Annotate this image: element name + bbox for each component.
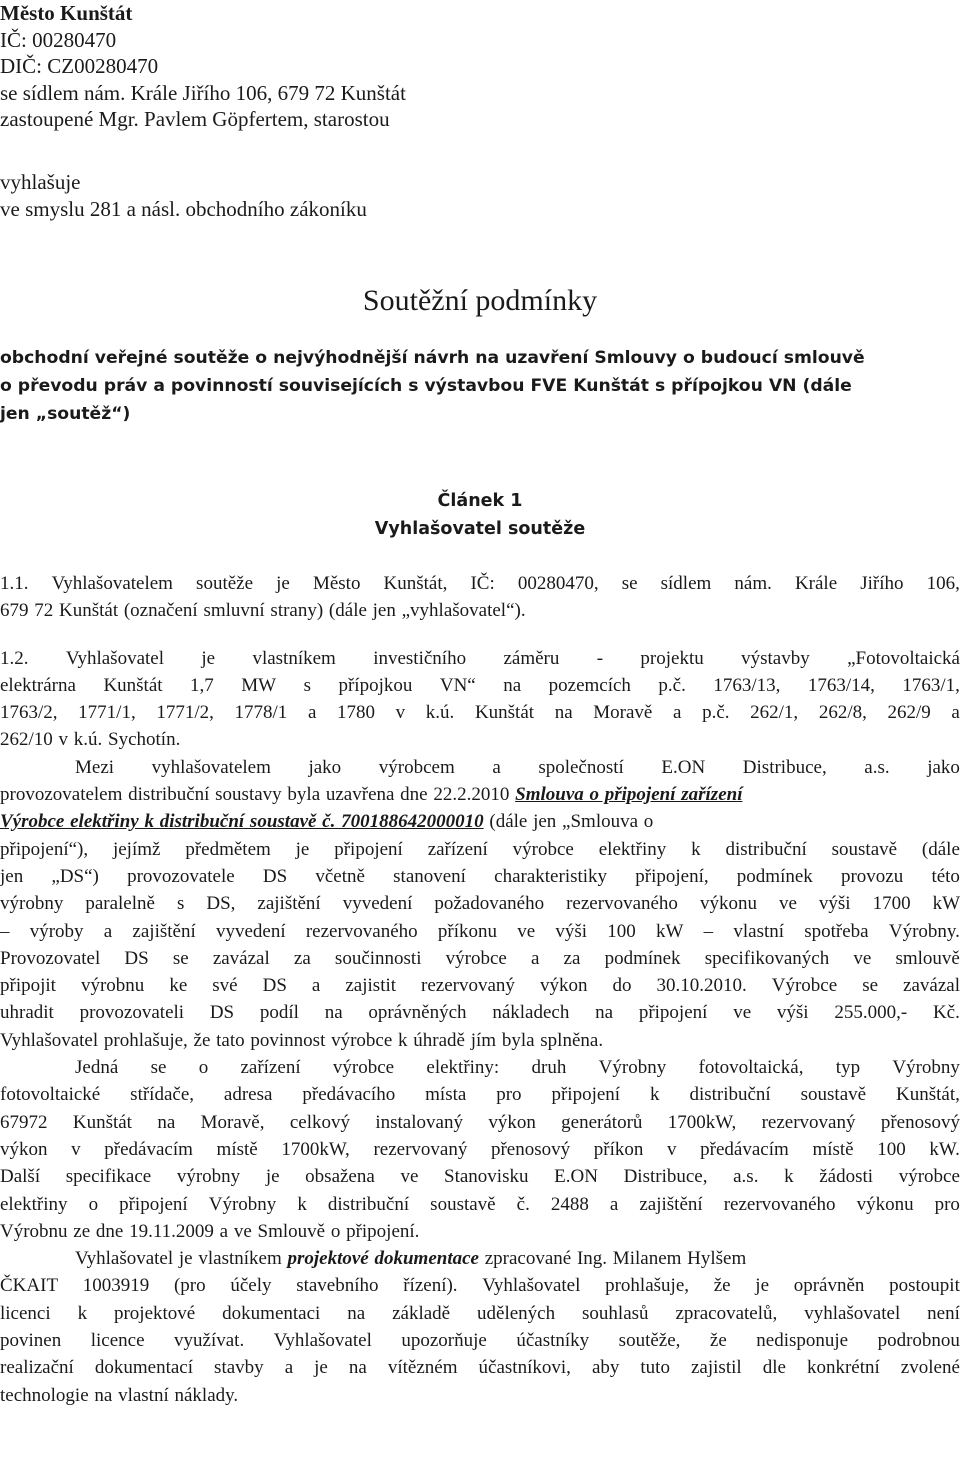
- contract-alias-text: (dále jen „Smlouva o: [483, 811, 654, 833]
- docs-paragraph-line: ČKAIT 1003919 (pro účely stavebního řízení). Vyhlašovatel prohlašuje, že je oprávněn postoupit: [0, 1275, 960, 1297]
- issuer-seat: se sídlem nám. Krále Jiřího 106, 679 72 Kunštát: [0, 80, 406, 105]
- eon-paragraph-line: jen „DS“) provozovatele DS včetně stanovení charakteristiky připojení, podmínek provozu této: [0, 865, 960, 887]
- device-paragraph-line: Jedná se o zařízení výrobce elektřiny: druh Výrobny fotovoltaická, typ Výrobny: [75, 1057, 960, 1079]
- section-1-1-line: 679 72 Kunštát (označení smluvní strany) (dále jen „vyhlašovatel“).: [0, 600, 526, 622]
- article-title: Vyhlašovatel soutěže: [374, 519, 586, 539]
- docs-author-text: zpracované Ing. Milanem Hylšem: [478, 1248, 747, 1270]
- article-heading: [0, 487, 960, 543]
- announcement-block: [0, 169, 367, 222]
- subtitle-line: o převodu práv a povinností souvisejících s výstavbou FVE Kunštát s přípojkou VN (dále: [0, 376, 852, 396]
- contract-date-text: provozovatelem distribuční soustavy byla uzavřena dne 22.2.2010: [0, 784, 516, 806]
- connection-contract-title: Smlouva o připojení zařízení: [515, 784, 743, 806]
- device-paragraph-line: výkon v předávacím místě 1700kW, rezervovaný přenosový příkon v předávacím místě 100 kW.: [0, 1138, 960, 1160]
- eon-paragraph-line: připojit výrobnu ke své DS a zajistit rezervovaný výkon do 30.10.2010. Výrobce se zavázal: [0, 975, 960, 997]
- device-paragraph-line: Další specifikace výrobny je obsažena ve Stanovisku E.ON Distribuce, a.s. k žádosti výrobce: [0, 1166, 960, 1188]
- section-1-2-line: 1763/2, 1771/1, 1771/2, 1778/1 a 1780 v k.ú. Kunštát na Moravě a p.č. 262/1, 262/8, 262/9 a: [0, 702, 960, 724]
- device-paragraph-line: fotovoltaické střídače, adresa předávacího místa pro připojení k distribuční soustavě Kunštát,: [0, 1084, 960, 1106]
- section-1-1-line: 1.1. Vyhlašovatelem soutěže je Město Kunštát, IČ: 00280470, se sídlem nám. Krále Jiřího 106,: [0, 573, 960, 594]
- eon-paragraph-line: Mezi vyhlašovatelem jako výrobcem a společností E.ON Distribuce, a.s. jako: [75, 756, 960, 778]
- announcement-verb: vyhlašuje: [0, 170, 81, 194]
- eon-paragraph-line: – výroby a zajištění vyvedení rezervovaného příkonu ve výši 100 kW – vlastní spotřeba Výrobny.: [0, 920, 960, 942]
- issuer-dic: DIČ: CZ00280470: [0, 54, 159, 78]
- docs-intro-text: Vyhlašovatel je vlastníkem: [75, 1248, 288, 1270]
- issuer-ic: IČ: 00280470: [0, 27, 117, 52]
- connection-contract-number: Výrobce elektřiny k distribuční soustavě č. 700188642000010: [0, 811, 484, 833]
- eon-paragraph-line: uhradit provozovateli DS podíl na oprávněných nákladech na připojení ve výši 255.000,- Kč.: [0, 1002, 960, 1024]
- section-1-2-line: 1.2. Vyhlašovatel je vlastníkem investičního záměru - projektu výstavby „Fotovoltaická: [0, 647, 960, 669]
- issuer-representative: zastoupené Mgr. Pavlem Göpfertem, starostou: [0, 107, 390, 131]
- docs-paragraph-line: licenci k projektové dokumentaci na základě udělených souhlasů zpracovatelů, vyhlašovatel není: [0, 1302, 960, 1324]
- device-paragraph-line: Výrobnu ze dne 19.11.2009 a ve Smlouvě o připojení.: [0, 1220, 420, 1242]
- device-paragraph-line: 67972 Kunštát na Moravě, celkový instalovaný výkon generátorů 1700kW, rezervovaný přenosový: [0, 1111, 960, 1133]
- subtitle-line: obchodní veřejné soutěže o nejvýhodnější návrh na uzavření Smlouvy o budoucí smlouvě: [0, 348, 865, 368]
- eon-paragraph-line: Provozovatel DS se zavázal za součinnosti výrobce a za podmínek specifikovaných ve smlouvě: [0, 947, 960, 969]
- docs-paragraph-line: povinen licence využívat. Vyhlašovatel upozorňuje účastníky soutěže, že nedisponuje podrobnou: [0, 1330, 960, 1352]
- document-subtitle: [0, 344, 960, 428]
- eon-paragraph-line: výrobny paralelně s DS, zajištění vyvedení požadovaného rezervovaného výkonu ve výši 1700 kW: [0, 893, 960, 915]
- eon-paragraph-line: připojení“), jejímž předmětem je připojení zařízení výrobce elektřiny k distribuční soustavě (dále: [0, 838, 960, 860]
- article-number: Článek 1: [437, 491, 523, 511]
- docs-paragraph-line: technologie na vlastní náklady.: [0, 1384, 239, 1406]
- document-title: Soutěžní podmínky: [362, 284, 598, 317]
- eon-paragraph-line: [0, 808, 960, 835]
- docs-paragraph-line: realizační dokumentací stavby a je na vítězném účastníkovi, aby tuto zajistil dle konkrétní zvolené: [0, 1357, 960, 1379]
- project-documentation-term: projektové dokumentace: [287, 1248, 479, 1270]
- eon-paragraph-line: Vyhlašovatel prohlašuje, že tato povinnost výrobce k úhradě jím byla splněna.: [0, 1029, 604, 1051]
- section-1-2-line: 262/10 v k.ú. Sychotín.: [0, 729, 181, 751]
- device-paragraph-line: elektřiny o připojení Výrobny k distribuční soustavě č. 2488 a zajištění rezervovaného výkonu pro: [0, 1193, 960, 1215]
- subtitle-line: jen „soutěž“): [0, 404, 131, 424]
- issuer-block: [0, 0, 406, 133]
- issuer-name: Město Kunštát: [0, 1, 133, 25]
- section-1-2-line: elektrárna Kunštát 1,7 MW s přípojkou VN“ na pozemcích p.č. 1763/13, 1763/14, 1763/1,: [0, 674, 960, 696]
- document-body: [0, 570, 960, 1409]
- eon-paragraph-line: [0, 781, 960, 808]
- announcement-legal-basis: ve smyslu 281 a násl. obchodního zákoníku: [0, 196, 367, 221]
- docs-paragraph-line: [0, 1245, 960, 1272]
